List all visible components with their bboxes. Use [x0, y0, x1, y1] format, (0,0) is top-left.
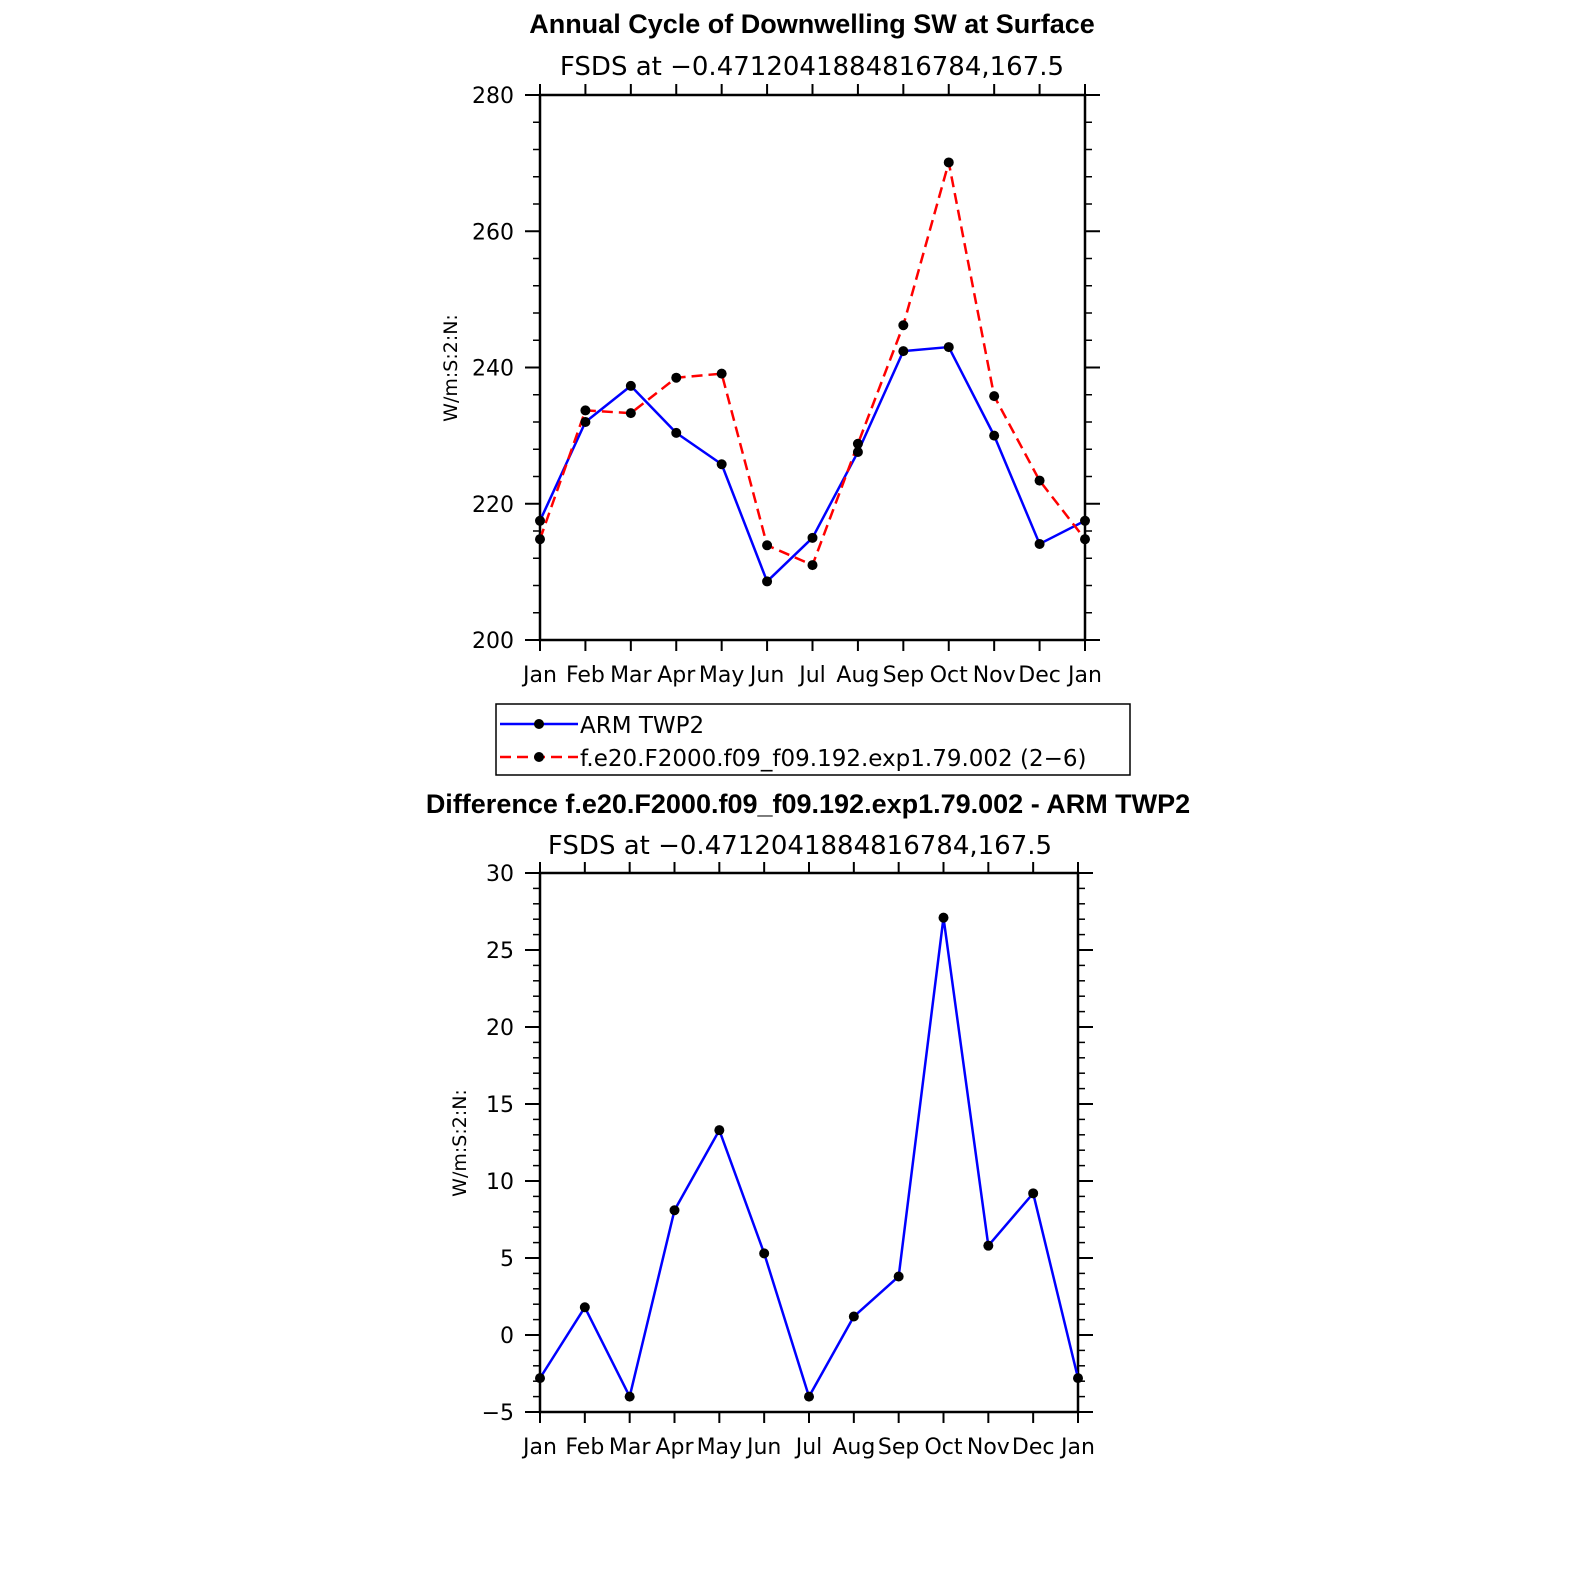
- bottom-series-0-point: [670, 1205, 680, 1215]
- bottom-series-0-point: [939, 913, 949, 923]
- top-y-tick-label: 200: [472, 629, 514, 654]
- bottom-y-tick-label: 10: [486, 1170, 514, 1195]
- bottom-series-0-line: [540, 918, 1078, 1397]
- bottom-y-tick-label: 30: [486, 862, 514, 887]
- bottom-x-tick-label: Jan: [1061, 1435, 1095, 1460]
- top-x-tick-label: Feb: [565, 663, 605, 688]
- top-series-1-point: [944, 157, 954, 167]
- top-x-tick-label: Aug: [836, 663, 880, 688]
- top-series-1-line: [540, 162, 1085, 565]
- bottom-x-tick-label: Jul: [795, 1435, 823, 1460]
- bottom-x-tick-label: Dec: [1011, 1435, 1055, 1460]
- bottom-x-tick-label: Sep: [877, 1435, 920, 1460]
- top-x-tick-label: Jun: [749, 663, 785, 688]
- bottom-y-tick-label: 20: [486, 1016, 514, 1041]
- top-series-0-point: [1035, 539, 1045, 549]
- bottom-x-tick-label: Oct: [924, 1435, 963, 1460]
- top-x-tick-label: Mar: [610, 663, 652, 688]
- top-y-tick-label: 220: [472, 492, 514, 518]
- top-series-0-point: [808, 533, 818, 543]
- top-series-0-point: [762, 576, 772, 586]
- bottom-series-0-point: [625, 1392, 635, 1402]
- top-x-tick-label: Apr: [657, 663, 696, 688]
- top-series-0-point: [1080, 516, 1090, 526]
- bottom-y-tick-label: −5: [481, 1401, 514, 1426]
- top-series-1-point: [762, 540, 772, 550]
- top-chart-subtitle: FSDS at −0.4712041884816784,167.5: [559, 52, 1065, 82]
- top-series-0-line: [540, 347, 1085, 581]
- top-x-tick-label: Nov: [972, 663, 1016, 688]
- bottom-x-tick-label: Aug: [832, 1435, 876, 1460]
- bottom-x-tick-label: Jan: [523, 1435, 557, 1460]
- bottom-chart-subtitle: FSDS at −0.4712041884816784,167.5: [547, 831, 1053, 861]
- bottom-series-0-point: [1028, 1188, 1038, 1198]
- top-series-1-point: [853, 439, 863, 449]
- top-x-tick-label: May: [698, 663, 745, 688]
- bottom-x-tick-label: Apr: [655, 1435, 694, 1460]
- top-chart-title: Annual Cycle of Downwelling SW at Surface: [529, 9, 1095, 39]
- top-series-1-point: [898, 320, 908, 330]
- bottom-y-tick-label: 5: [500, 1247, 514, 1272]
- legend: [496, 704, 1130, 775]
- bottom-series-0-point: [983, 1241, 993, 1251]
- bottom-series-0-point: [714, 1125, 724, 1135]
- top-y-tick-label: 260: [472, 220, 514, 246]
- bottom-x-tick-label: Feb: [565, 1435, 605, 1460]
- top-series-0-point: [671, 428, 681, 438]
- top-x-tick-label: Jan: [523, 663, 557, 688]
- bottom-y-tick-label: 15: [486, 1093, 514, 1118]
- top-plot-frame: [540, 95, 1085, 640]
- legend-label-arm-twp2: ARM TWP2: [580, 713, 705, 739]
- top-series-0-point: [717, 459, 727, 469]
- top-series-0-point: [989, 431, 999, 441]
- bottom-y-axis-label: W/m:S:2:N:: [449, 1089, 471, 1197]
- bottom-x-tick-label: May: [696, 1435, 743, 1460]
- top-series-1-point: [717, 369, 727, 379]
- bottom-plot-frame: [540, 873, 1078, 1412]
- bottom-plot-area: [482, 862, 1095, 1460]
- legend-marker-red: [534, 752, 544, 762]
- top-y-tick-label: 240: [472, 356, 514, 382]
- legend-label-model: f.e20.F2000.f09_f09.192.exp1.79.002 (2−6): [580, 746, 1087, 772]
- top-series-0-point: [626, 381, 636, 391]
- top-x-tick-label: Dec: [1018, 663, 1061, 688]
- bottom-series-0-point: [759, 1248, 769, 1258]
- top-x-tick-label: Jul: [799, 663, 826, 688]
- bottom-x-tick-label: Mar: [608, 1435, 651, 1460]
- bottom-x-tick-label: Jun: [746, 1435, 782, 1460]
- legend-entry-model: [500, 746, 1086, 772]
- bottom-series-0-point: [804, 1392, 814, 1402]
- legend-marker-blue: [534, 719, 544, 729]
- top-series-0-point: [580, 417, 590, 427]
- bottom-series-0-point: [535, 1373, 545, 1383]
- bottom-series-0-point: [849, 1312, 859, 1322]
- top-series-1-point: [1035, 476, 1045, 486]
- top-y-axis-label: W/m:S:2:N:: [440, 314, 462, 422]
- bottom-series-0-point: [894, 1271, 904, 1281]
- top-plot-area: [472, 84, 1102, 688]
- top-series-1-point: [626, 408, 636, 418]
- bottom-chart-title: Difference f.e20.F2000.f09_f09.192.exp1.79.002 - ARM TWP2: [425, 789, 1191, 819]
- top-series-1-point: [989, 391, 999, 401]
- top-series-0-point: [898, 346, 908, 356]
- top-series-1-point: [1080, 534, 1090, 544]
- bottom-y-tick-label: 25: [486, 939, 514, 964]
- top-y-tick-label: 280: [472, 84, 514, 109]
- bottom-x-tick-label: Nov: [966, 1435, 1010, 1460]
- top-x-tick-label: Oct: [929, 663, 968, 688]
- top-series-1-point: [808, 560, 818, 570]
- top-x-tick-label: Sep: [882, 663, 925, 688]
- bottom-series-0-point: [1073, 1373, 1083, 1383]
- top-series-0-point: [535, 516, 545, 526]
- top-x-tick-label: Jan: [1068, 663, 1102, 688]
- top-series-1-point: [671, 373, 681, 383]
- bottom-y-tick-label: 0: [500, 1324, 514, 1349]
- bottom-series-0-point: [580, 1302, 590, 1312]
- top-series-1-point: [580, 405, 590, 415]
- top-series-1-point: [535, 534, 545, 544]
- top-series-0-point: [944, 342, 954, 352]
